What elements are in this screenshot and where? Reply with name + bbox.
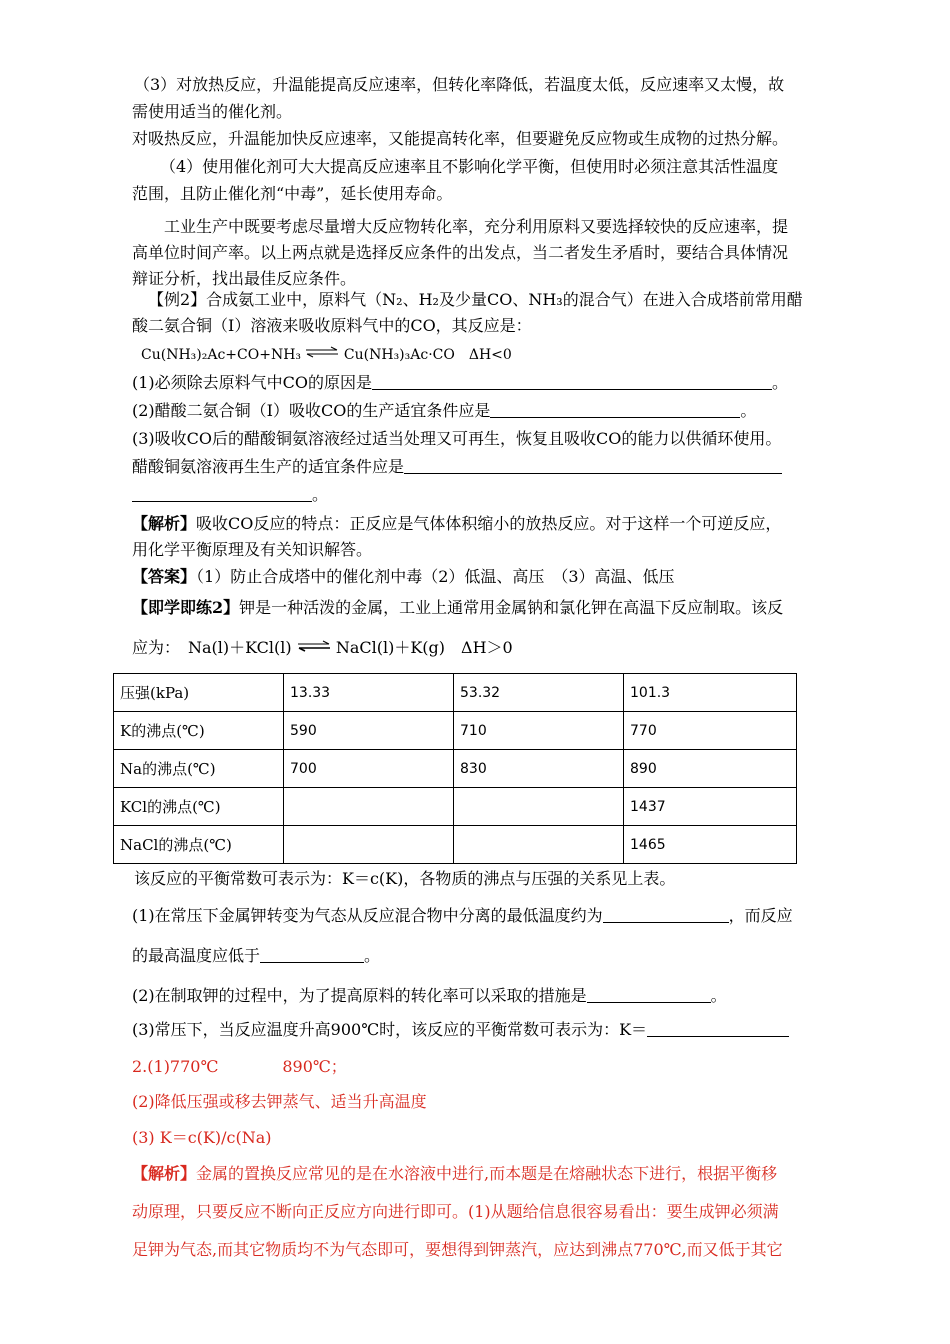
solution-analysis-line3: 足钾为气态,而其它物质均不为气态即可，要想得到钾蒸汽，应达到沸点770℃,而又低于其它 [132, 1240, 783, 1259]
solution-answer2: (2)降低压强或移去钾蒸气、适当升高温度 [132, 1092, 427, 1111]
table-cell [284, 826, 454, 864]
reversible-arrow-icon [305, 346, 339, 358]
table-cell: 53.32 [454, 674, 624, 712]
table-cell [284, 788, 454, 826]
answer-blank[interactable] [587, 986, 711, 1003]
practice2-q1b [132, 946, 380, 966]
example2-equation [141, 345, 512, 365]
table-cell: 830 [454, 750, 624, 788]
table-cell: 13.33 [284, 674, 454, 712]
example2-analysis-line1 [132, 514, 781, 534]
q1a-end: ，而反应 [728, 906, 793, 925]
practice2-q2 [132, 986, 727, 1006]
example2-q2 [132, 401, 756, 421]
answer-text: （1）防止合成塔中的催化剂中毒（2）低温、高压 （3）高温、低压 [196, 567, 675, 586]
summary-line2: 高单位时间产率。以上两点就是选择反应条件的出发点，当二者发生矛盾时，要结合具体情况 [132, 243, 789, 262]
table-cell [454, 788, 624, 826]
example2-q3: (3)吸收CO后的醋酸铜氨溶液经过适当处理又可再生，恢复且吸收CO的能力以供循环使用。 [132, 429, 782, 448]
solution-analysis-line1 [132, 1164, 777, 1184]
example2-line2: 酸二氨合铜（Ⅰ）溶液来吸收原料气中的CO，其反应是： [132, 316, 532, 335]
practice-text: 钾是一种活泼的金属，工业上通常用金属钠和氯化钾在高温下反应制取。该反 [239, 598, 784, 617]
practice2-q1a [132, 906, 793, 926]
table-cell: 710 [454, 712, 624, 750]
boiling-point-table [113, 673, 797, 864]
solution-answer1: 2.(1)770℃ 890℃； [132, 1057, 347, 1076]
analysis-text: 吸收CO反应的特点：正反应是气体体积缩小的放热反应。对于这样一个可逆反应， [196, 514, 782, 533]
table-cell: K的沸点(℃) [114, 712, 284, 750]
practice-tag: 【即学即练2】 [132, 598, 240, 617]
example2-analysis-line2: 用化学平衡原理及有关知识解答。 [132, 540, 373, 559]
table-cell: 1465 [624, 826, 797, 864]
table-row [114, 826, 797, 864]
table-row [114, 788, 797, 826]
table-cell: 590 [284, 712, 454, 750]
example2-q1 [132, 373, 788, 393]
p4-line2: 范围，且防止催化剂“中毒”，延长使用寿命。 [132, 184, 453, 203]
p3-line3: 对吸热反应，升温能加快反应速率，又能提高转化率，但要避免反应物或生成物的过热分解。 [132, 129, 789, 148]
table-row [114, 674, 797, 712]
table-cell: KCl的沸点(℃) [114, 788, 284, 826]
table-cell: 700 [284, 750, 454, 788]
q1-end: 。 [772, 373, 789, 392]
answer-blank[interactable] [404, 457, 782, 474]
answer-blank[interactable] [603, 906, 729, 923]
table-cell: 1437 [624, 788, 797, 826]
analysis-tag: 【解析】 [132, 514, 197, 533]
equation-right: Cu(NH₃)₃Ac·CO ΔH<0 [343, 347, 512, 363]
reversible-arrow-icon [297, 640, 331, 652]
q3-end: 。 [312, 485, 329, 504]
table-row [114, 750, 797, 788]
answer-blank[interactable] [490, 401, 740, 418]
answer-blank[interactable] [132, 485, 312, 502]
table-row [114, 712, 797, 750]
q2-text: (2)在制取钾的过程中，为了提高原料的转化率可以采取的措施是 [132, 986, 587, 1005]
table-cell: 压强(kPa) [114, 674, 284, 712]
example2-q3b [132, 457, 782, 477]
solution-analysis-line2: 动原理，只要反应不断向正反应方向进行即可。(1)从题给信息很容易看出：要生成钾必须满 [132, 1202, 779, 1221]
q1a-text: (1)在常压下金属钾转变为气态从反应混合物中分离的最低温度约为 [132, 906, 603, 925]
table-cell: 890 [624, 750, 797, 788]
example2-answer [132, 567, 675, 587]
equation-left: 应为： Na(l)＋KCl(l) [132, 638, 292, 657]
p4-line1: （4）使用催化剂可大大提高反应速率且不影响化学平衡，但使用时必须注意其活性温度 [160, 157, 779, 176]
summary-line1: 工业生产中既要考虑尽量增大反应物转化率，充分利用原料又要选择较快的反应速率，提 [164, 217, 789, 236]
answer-blank[interactable] [260, 946, 364, 963]
example2-line1: 【例2】合成氨工业中，原料气（N₂、H₂及少量CO、NH₃的混合气）在进入合成塔前常用醋 [148, 290, 803, 309]
q2-end: 。 [740, 401, 757, 420]
answer-blank[interactable] [647, 1020, 789, 1037]
q2-text: (2)醋酸二氨合铜（Ⅰ）吸收CO的生产适宜条件应是 [132, 401, 491, 420]
summary-line3: 辩证分析，找出最佳反应条件。 [132, 269, 357, 288]
q1-text: (1)必须除去原料气中CO的原因是 [132, 373, 373, 392]
example2-q3c [132, 485, 328, 505]
table-cell: 770 [624, 712, 797, 750]
table-cell: Na的沸点(℃) [114, 750, 284, 788]
q3b-text: 醋酸铜氨溶液再生生产的适宜条件应是 [132, 457, 405, 476]
equation-left: Cu(NH₃)₂Ac+CO+NH₃ [141, 347, 302, 363]
practice2-q3 [132, 1020, 789, 1040]
table-cell [454, 826, 624, 864]
practice2-line1 [132, 598, 783, 618]
q2-end: 。 [710, 986, 727, 1005]
q3-text: (3)常压下，当反应温度升高900℃时，该反应的平衡常数可表示为：K＝ [132, 1020, 648, 1039]
table-cell: NaCl的沸点(℃) [114, 826, 284, 864]
q1b-text: 的最高温度应低于 [132, 946, 261, 965]
equation-right: NaCl(l)＋K(g) ΔH＞0 [335, 638, 513, 657]
constant-statement: 该反应的平衡常数可表示为：K＝c(K)，各物质的沸点与压强的关系见上表。 [134, 869, 676, 888]
answer-tag: 【答案】 [132, 567, 197, 586]
table-cell: 101.3 [624, 674, 797, 712]
answer-blank[interactable] [372, 373, 772, 390]
analysis-text: 金属的置换反应常见的是在水溶液中进行,而本题是在熔融状态下进行，根据平衡移 [196, 1164, 778, 1183]
p3-line1: （3）对放热反应，升温能提高反应速率，但转化率降低，若温度太低，反应速率又太慢，故 [134, 75, 785, 94]
solution-answer3: (3) K＝c(K)/c(Na) [132, 1128, 272, 1147]
p3-line2: 需使用适当的催化剂。 [132, 102, 293, 121]
practice2-equation [132, 638, 513, 658]
analysis-tag: 【解析】 [132, 1164, 197, 1183]
q1b-end: 。 [364, 946, 381, 965]
